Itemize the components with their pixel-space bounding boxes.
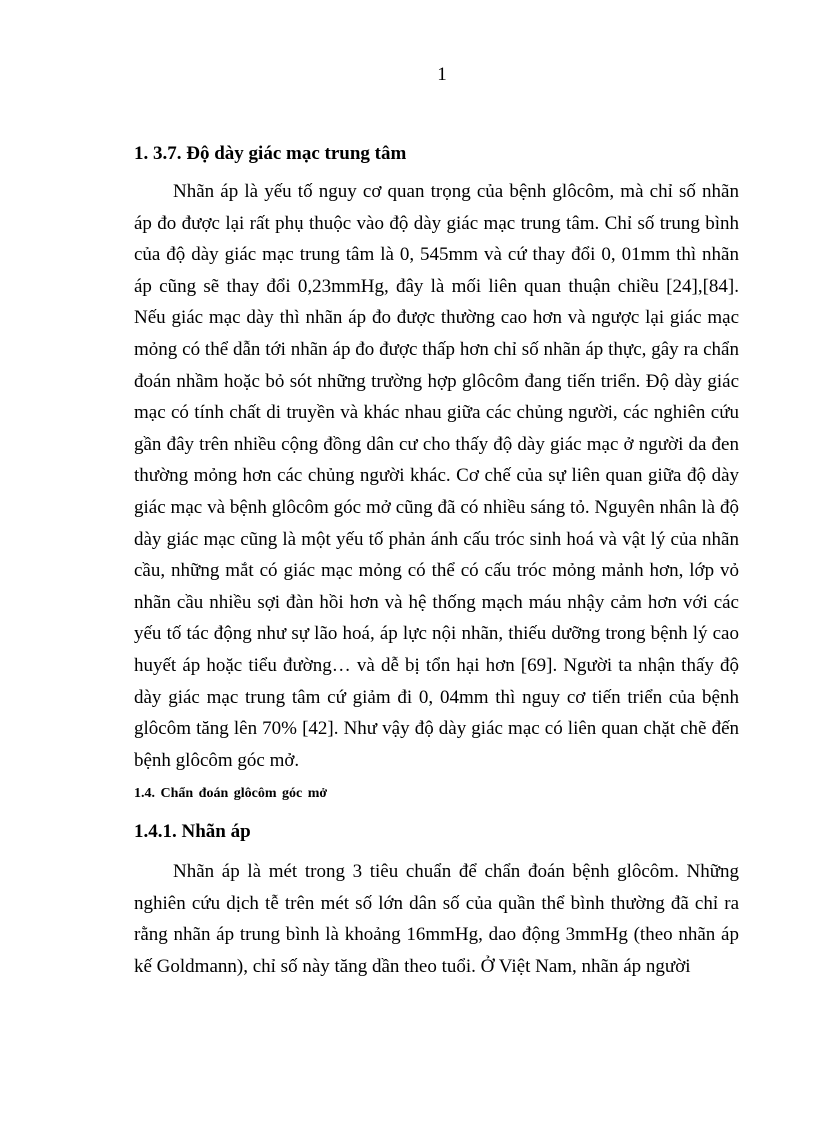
section-heading-1-4: 1.4. Chẩn đoán glôcôm góc mở [134,786,328,802]
section-heading-1-4-1: 1.4.1. Nhãn áp [134,821,251,843]
section-heading-1-3-7: 1. 3.7. Độ dày giác mạc trung tâm [134,143,407,164]
paragraph-central-corneal-thickness: Nhãn áp là yếu tố nguy cơ quan trọng của bệnh glôcôm, mà chỉ số nhãn áp đo được lại rất phụ thuộc vào độ dày giác mạc trung tâm. Chỉ số trung bình của độ dày giác mạc trung tâm là 0, 545mm và cứ thay đổi 0, 01mm thì nhãn áp cũng sẽ thay đổi 0,23mmHg, đây là mối liên quan thuận chiều [24],[84]. Nếu giác mạc dày thì nhãn áp đo được thường cao hơn và ngược lại giác mạc mỏng có thể dẫn tới nhãn áp đo được thấp hơn chỉ số nhãn áp thực, gây ra chẩn đoán nhầm hoặc bỏ sót những trường hợp glôcôm đang tiến triển. Độ dày giác mạc có tính chất di truyền và khác nhau giữa các chủng người, các nghiên cứu gần đây trên nhiều cộng đồng dân cư cho thấy độ dày giác mạc ở người da đen thường mỏng hơn các chủng người khác. Cơ chế của sự liên quan giữa độ dày giác mạc và bệnh glôcôm góc mở cũng đã có nhiều sáng tỏ. Nguyên nhân là độ dày giác mạc cũng là một yếu tố phản ánh cấu tróc sinh hoá và vật lý của nhãn cầu, những mắt có giác mạc mỏng có thể có cấu tróc mỏng mảnh hơn, lớp vỏ nhãn cầu nhiều sợi đàn hồi hơn và hệ thống mạch máu nhậy cảm hơn với các yếu tố tác động như sự lão hoá, áp lực nội nhãn, thiếu dưỡng trong bệnh lý cao huyết áp hoặc tiểu đường… và dễ bị tổn hại hơn [69]. Người ta nhận thấy độ dày giác mạc trung tâm cứ giảm đi 0, 04mm thì nguy cơ tiến triển của bệnh glôcôm tăng lên 70% [42]. Như vậy độ dày giác mạc có liên quan chặt chẽ đến bệnh glôcôm góc mở. [134,181,739,771]
page-content [134,140,739,983]
page-number: 1 [437,64,447,85]
paragraph-intraocular-pressure: Nhãn áp là mét trong 3 tiêu chuẩn để chẩn đoán bệnh glôcôm. Những nghiên cứu dịch tễ trên mét số lớn dân số của quần thể bình thường đã chỉ ra rằng nhãn áp trung bình là khoảng 16mmHg, dao động 3mmHg (theo nhãn áp kế Goldmann), chỉ số này tăng dần theo tuổi. Ở Việt Nam, nhãn áp người [134,861,739,978]
